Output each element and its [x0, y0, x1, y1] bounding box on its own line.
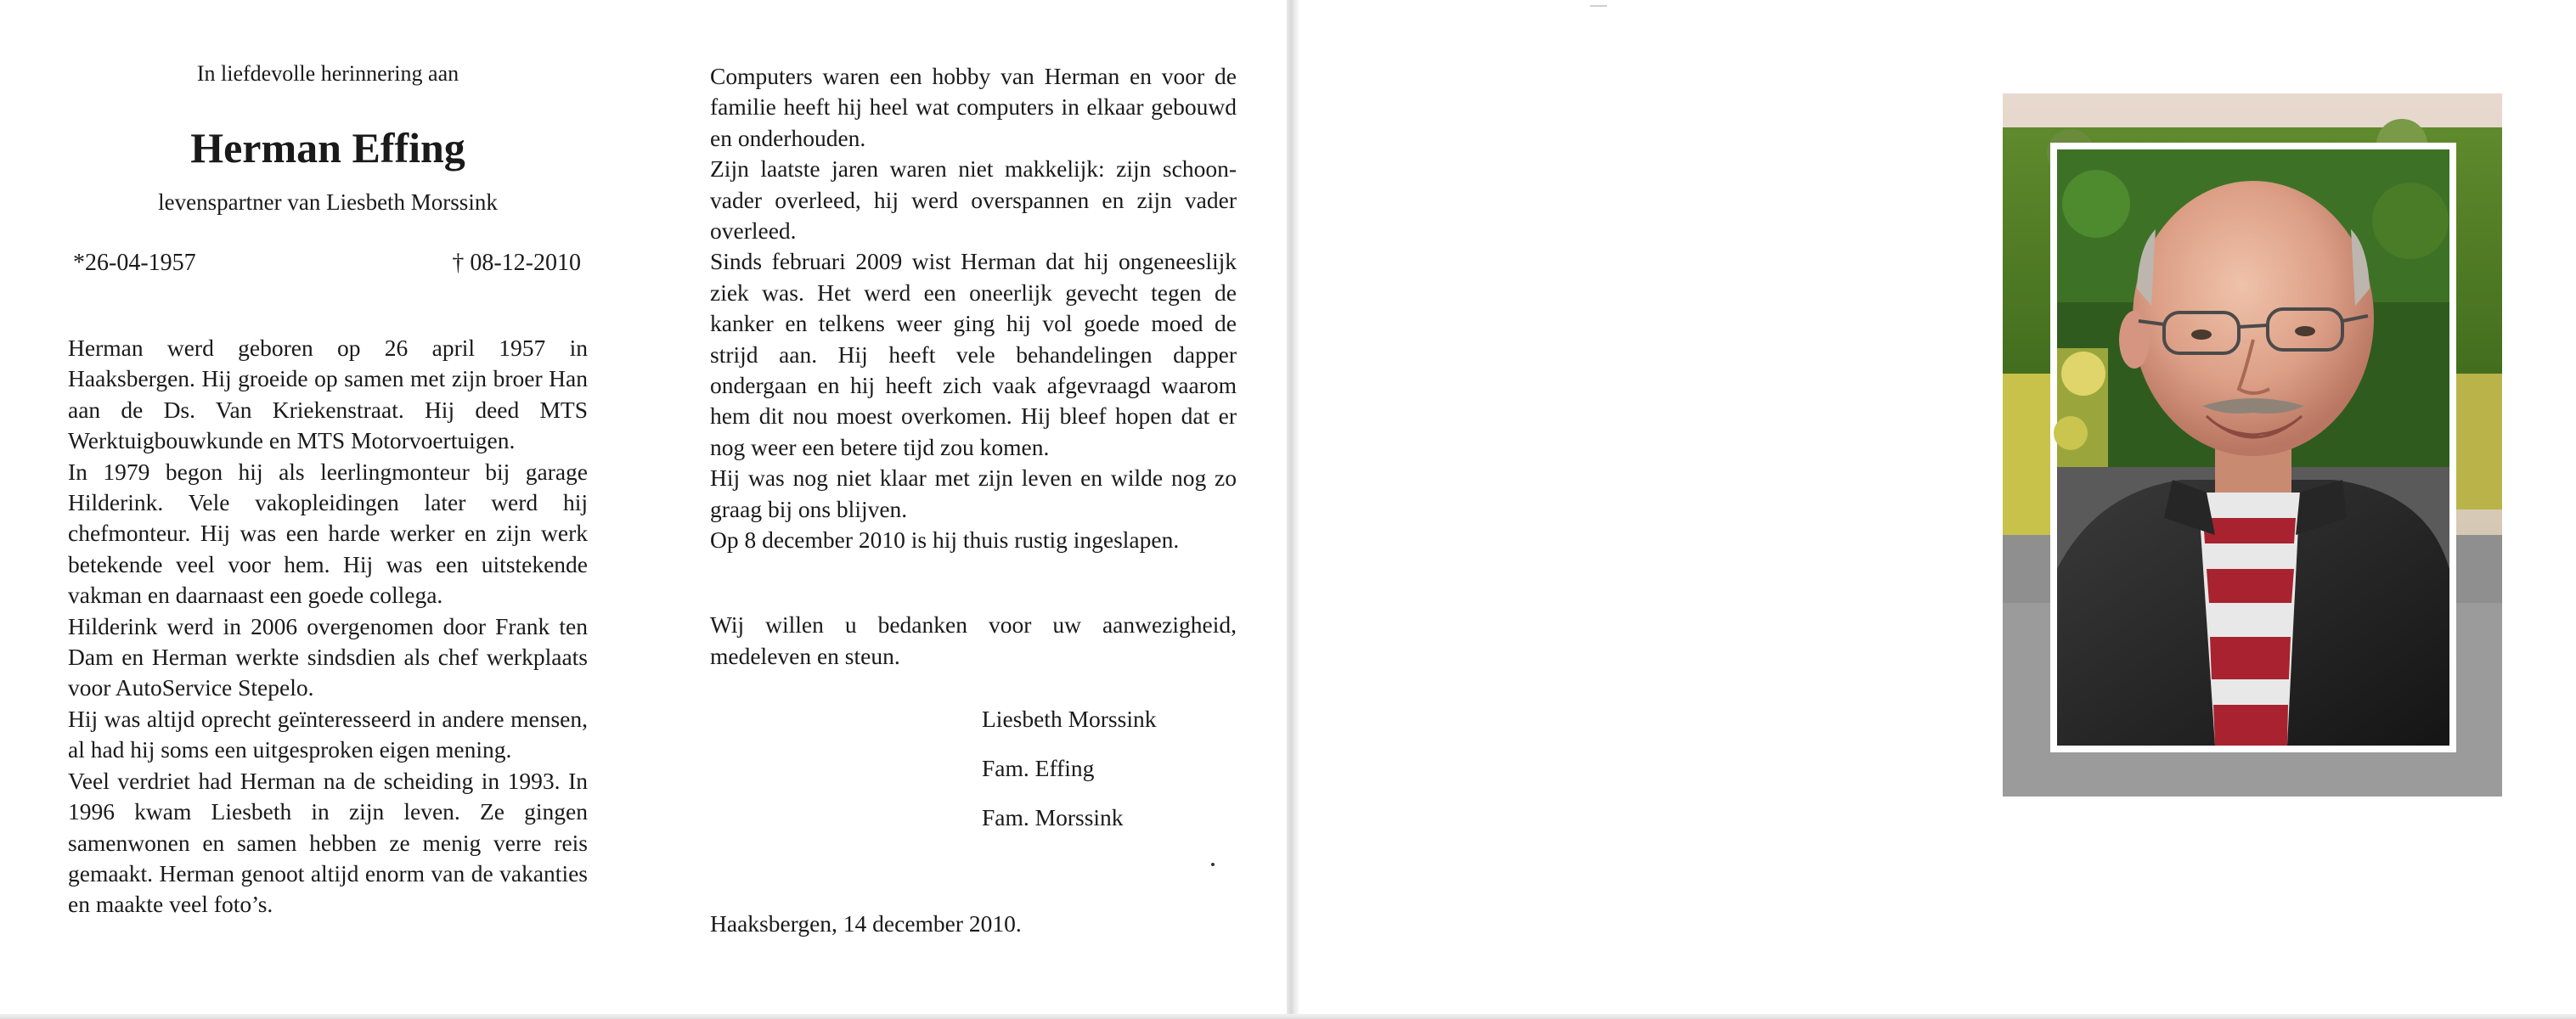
print-dot	[1211, 863, 1215, 866]
card-fold	[1287, 0, 1299, 1019]
bio-paragraph: Veel verdriet had Herman na de scheiding in 1993. In 1996 kwam Liesbeth in zijn leven. Ze gingen samenwonen en samen hebben ze menig verre reis gemaakt. Herman genoot altijd enorm van de vakanties en maakte veel foto’s.	[68, 767, 588, 918]
story-paragraph: Zijn laatste jaren waren niet makkelijk: zijn schoon-vader overleed, hij werd overspannen en zijn vader overleed.	[710, 155, 1237, 245]
story-paragraph: Hij was nog niet klaar met zijn leven en wilde nog zo graag bij ons blijven.	[710, 464, 1237, 522]
biography	[68, 333, 588, 920]
intro-line: In liefdevolle herinnering aan	[196, 61, 459, 86]
portrait-illustration	[2003, 93, 2502, 797]
place-and-date: Haaksbergen, 14 december 2010.	[710, 910, 1022, 937]
bio-paragraph: Hilderink werd in 2006 overgenomen door Frank ten Dam en Herman werkte sindsdien als chef werkplaats voor AutoService Stepelo.	[68, 612, 588, 701]
scan-speck	[1590, 5, 1607, 7]
signatures	[710, 695, 1237, 842]
left-column	[68, 56, 588, 920]
story-paragraph: Op 8 december 2010 is hij thuis rustig ingeslapen.	[710, 526, 1180, 554]
card-bottom-edge	[0, 1014, 2576, 1019]
portrait-photo	[2003, 93, 2502, 797]
signature-line: Fam. Morssink	[982, 804, 1124, 830]
story-paragraph: Computers waren een hobby van Herman en voor de familie heeft hij heel wat computers in elkaar gebouwd en onderhouden.	[710, 63, 1237, 151]
bio-paragraph: Herman werd geboren op 26 april 1957 in Haaksbergen. Hij groeide op samen met zijn broer Han aan de Ds. Van Kriekenstraat. Hij deed MTS Werktuigbouwkunde en MTS Motorvoertuigen.	[68, 335, 588, 454]
thank-you-text: Wij willen u bedanken voor uw aanwezigheid, medeleven en steun.	[710, 611, 1237, 669]
partner-line: levenspartner van Liesbeth Morssink	[158, 189, 498, 215]
signature-line: Fam. Effing	[982, 755, 1095, 781]
bio-paragraph: In 1979 begon hij als leerlingmonteur bij garage Hilderink. Vele vakopleidingen later werd hij chefmonteur. Hij was een harde werker en zijn werk betekende veel voor hem. Hij was een uitstekende vakman en daarnaast een goede collega.	[68, 458, 588, 609]
deceased-name: Herman Effing	[190, 124, 465, 172]
signature-line: Liesbeth Morssink	[982, 706, 1157, 732]
death-date: † 08-12-2010	[452, 250, 581, 276]
story-paragraph: Sinds februari 2009 wist Herman dat hij ongeneeslijk ziek was. Het werd een oneerlijk gevecht tegen de kanker en telkens weer ging hij vol goede moed de strijd aan. Hij heeft vele behandelingen dapper ondergaan en hij heeft zich vaak afgevraagd waarom hem dit nou moest overkomen. Hij bleef hopen dat er nog weer een betere tijd zou komen.	[710, 248, 1237, 460]
birth-date: *26-04-1957	[73, 250, 196, 276]
life-dates	[68, 246, 588, 280]
bio-paragraph: Hij was altijd oprecht geïnteresseerd in andere mensen, al had hij soms een uitgesproken eigen mening.	[68, 705, 588, 763]
middle-column	[710, 61, 1237, 842]
story	[710, 61, 1237, 556]
